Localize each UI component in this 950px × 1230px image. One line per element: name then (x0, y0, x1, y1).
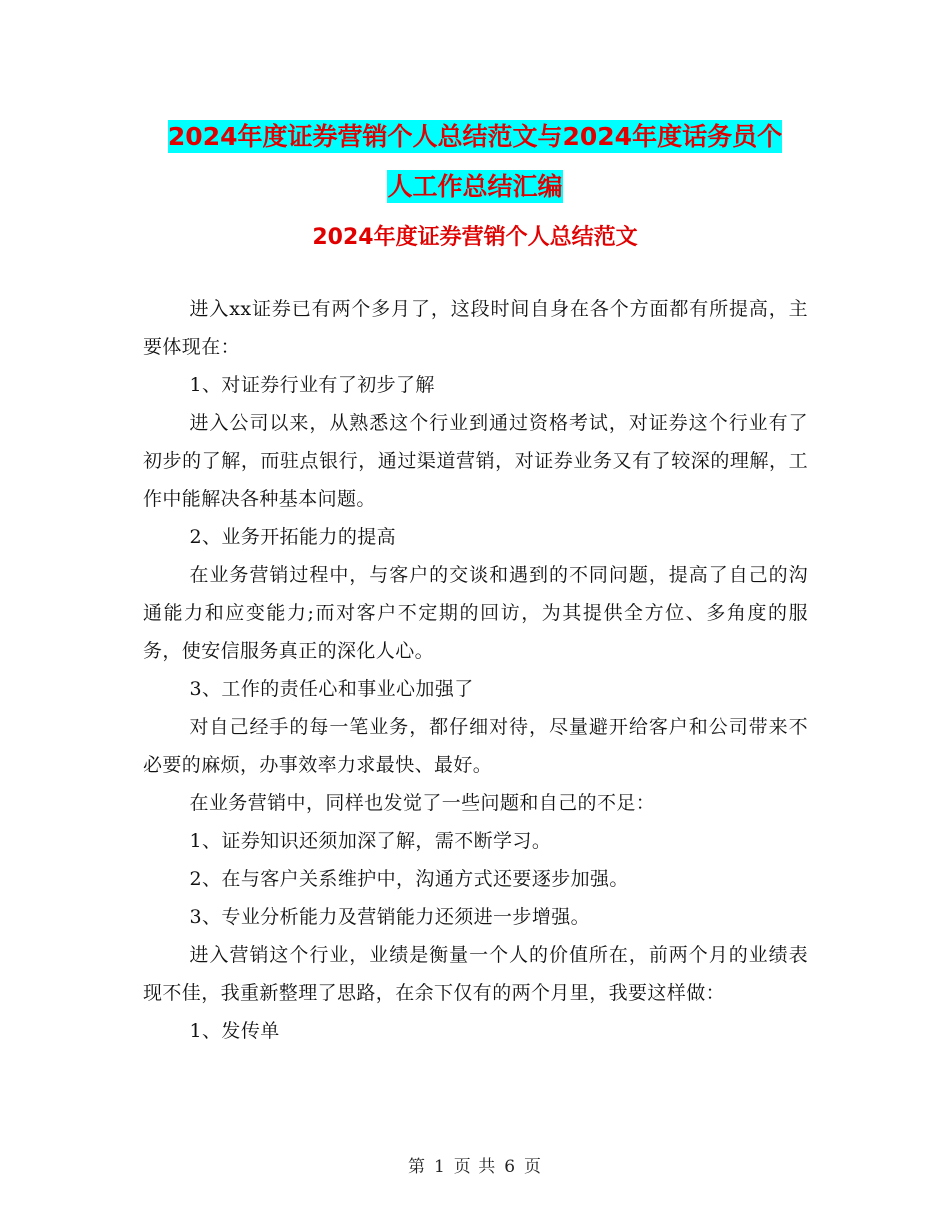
document-title (140, 112, 810, 212)
paragraph: 进入营销这个行业，业绩是衡量一个人的价值所在，前两个月的业绩表现不佳，我重新整理了思路，在余下仅有的两个月里，我要这样做： (143, 944, 808, 1004)
paragraph: 2、业务开拓能力的提高 (189, 526, 397, 548)
paragraph: 3、专业分析能力及营销能力还须进一步增强。 (189, 906, 591, 928)
section-title: 2024年度证券营销个人总结范文 (312, 225, 638, 250)
paragraph: 1、证券知识还须加深了解，需不断学习。 (189, 830, 552, 852)
document-body (143, 290, 808, 1050)
paragraph: 1、发传单 (189, 1020, 280, 1042)
paragraph: 在业务营销中，同样也发觉了一些问题和自己的不足： (189, 792, 656, 814)
document-title-line2: 人工作总结汇编 (387, 172, 563, 201)
paragraph: 进入公司以来，从熟悉这个行业到通过资格考试，对证券这个行业有了初步的了解，而驻点银行，通过渠道营销，对证券业务又有了较深的理解，工作中能解决各种基本问题。 (143, 412, 808, 510)
paragraph: 在业务营销过程中，与客户的交谈和遇到的不同问题，提高了自己的沟通能力和应变能力;而对客户不定期的回访，为其提供全方位、多角度的服务，使安信服务真正的深化人心。 (143, 564, 808, 662)
paragraph: 2、在与客户关系维护中，沟通方式还要逐步加强。 (189, 868, 629, 890)
page-number: 1 (433, 1157, 446, 1177)
page-prefix: 第 (407, 1157, 426, 1177)
page-suffix: 页 (524, 1157, 543, 1177)
paragraph: 进入xx证券已有两个多月了，这段时间自身在各个方面都有所提高，主要体现在： (143, 298, 808, 358)
page-footer (0, 1152, 950, 1177)
paragraph: 对自己经手的每一笔业务，都仔细对待，尽量避开给客户和公司带来不必要的麻烦，办事效率力求最快、最好。 (143, 716, 808, 776)
paragraph: 1、对证券行业有了初步了解 (189, 374, 435, 396)
document-title-line1: 2024年度证券营销个人总结范文与2024年度话务员个 (167, 122, 783, 151)
page-total: 6 (504, 1157, 517, 1177)
page-mid: 页 共 (453, 1157, 497, 1177)
paragraph: 3、工作的责任心和事业心加强了 (189, 678, 474, 700)
